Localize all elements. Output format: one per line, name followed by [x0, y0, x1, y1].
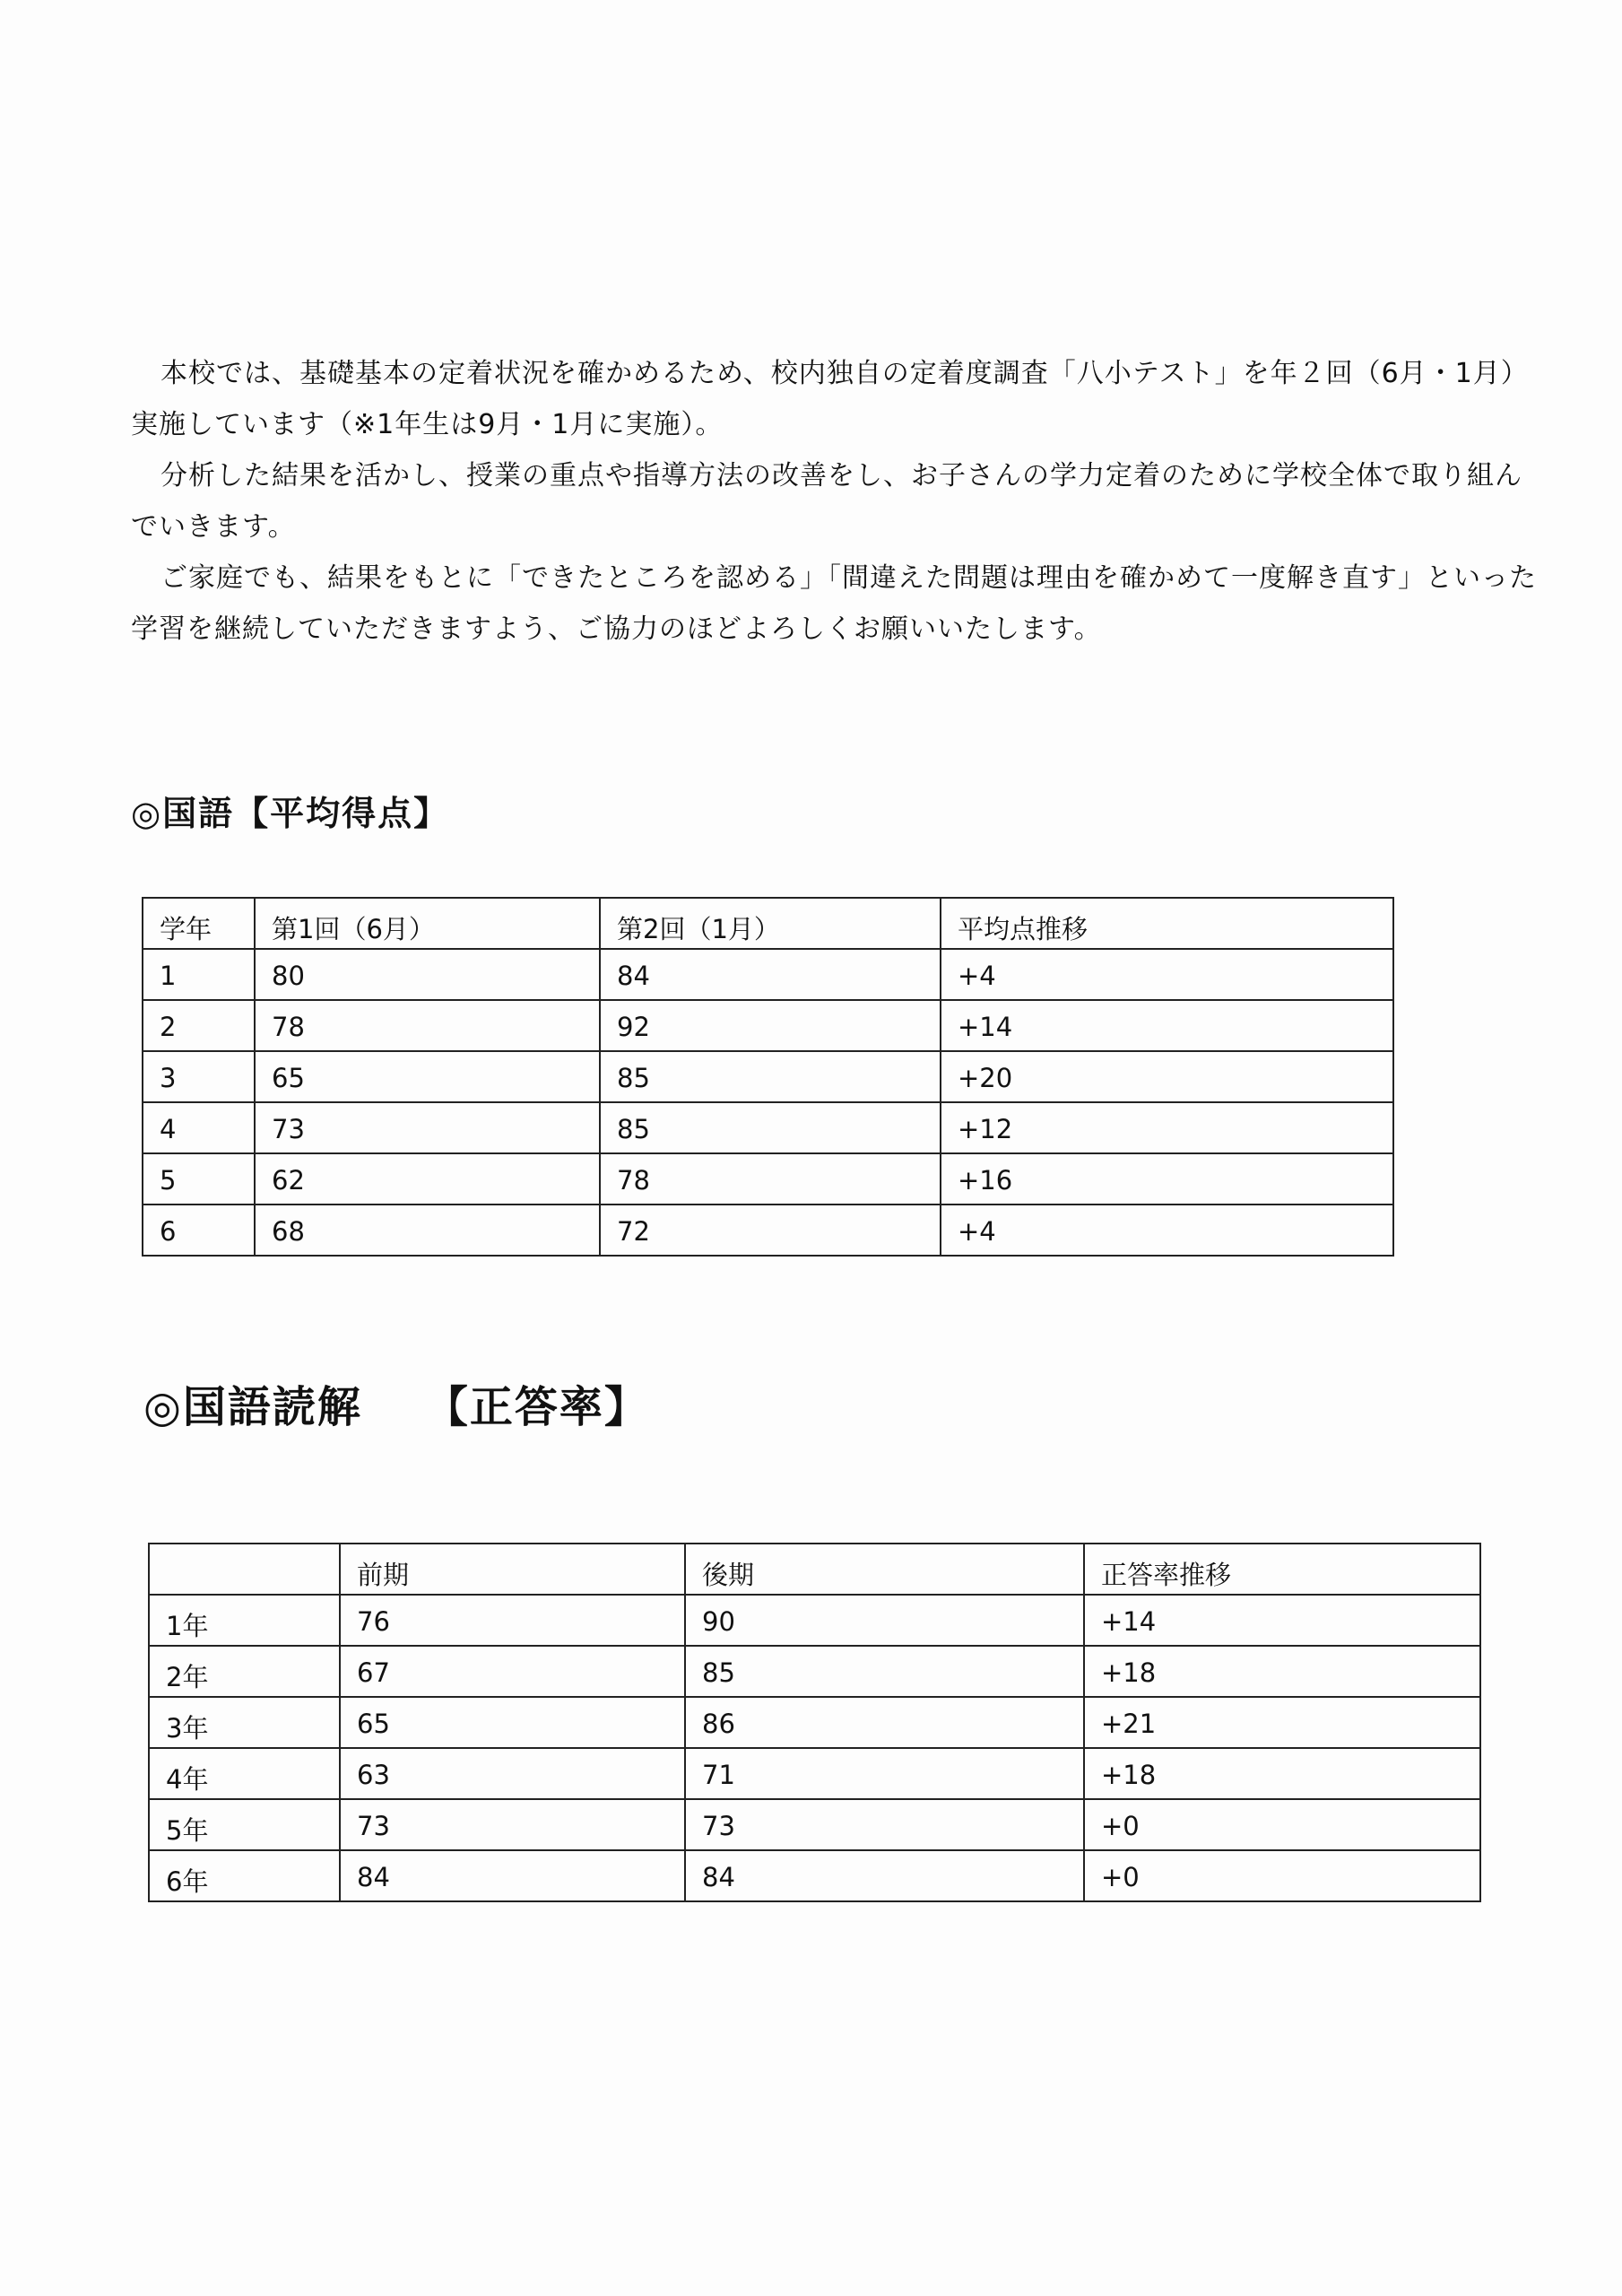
- section2-title-main: ◎国語読解: [143, 1382, 362, 1432]
- table-header-row: [143, 898, 1393, 949]
- grade-cell: 4年: [149, 1748, 340, 1799]
- change-cell: +18: [1084, 1646, 1480, 1697]
- table-row: [143, 1000, 1393, 1051]
- second-term-cell: 86: [685, 1697, 1084, 1748]
- grade-cell: 5: [143, 1153, 255, 1205]
- second-term-cell: 84: [685, 1850, 1084, 1901]
- table-row: [143, 1102, 1393, 1153]
- first-term-cell: 65: [340, 1697, 685, 1748]
- grade-cell: 2年: [149, 1646, 340, 1697]
- change-cell: +14: [1084, 1595, 1480, 1646]
- average-score-table: [142, 897, 1394, 1257]
- change-cell: +18: [1084, 1748, 1480, 1799]
- table-row: [143, 1205, 1393, 1256]
- table-row: [149, 1799, 1480, 1850]
- table-row: [143, 1153, 1393, 1205]
- header-cell: 学年: [143, 898, 255, 949]
- section2-title-sub: 【正答率】: [424, 1382, 649, 1432]
- second-score-cell: 85: [600, 1102, 941, 1153]
- change-cell: +12: [941, 1102, 1393, 1153]
- second-score-cell: 85: [600, 1051, 941, 1102]
- header-cell: 正答率推移: [1084, 1544, 1480, 1595]
- first-score-cell: 80: [255, 949, 600, 1000]
- first-score-cell: 65: [255, 1051, 600, 1102]
- table-header-row: [149, 1544, 1480, 1595]
- change-cell: +16: [941, 1153, 1393, 1205]
- header-cell: 第2回（1月）: [600, 898, 941, 949]
- table-row: [149, 1646, 1480, 1697]
- first-score-cell: 73: [255, 1102, 600, 1153]
- header-cell: [149, 1544, 340, 1595]
- intro-line: でいきます。: [131, 511, 296, 543]
- grade-cell: 3: [143, 1051, 255, 1102]
- change-cell: +4: [941, 1205, 1393, 1256]
- header-cell: 後期: [685, 1544, 1084, 1595]
- first-term-cell: 84: [340, 1850, 685, 1901]
- change-cell: +21: [1084, 1697, 1480, 1748]
- grade-cell: 3年: [149, 1697, 340, 1748]
- grade-cell: 4: [143, 1102, 255, 1153]
- change-cell: +0: [1084, 1850, 1480, 1901]
- reading-accuracy-table: [148, 1543, 1481, 1902]
- second-term-cell: 85: [685, 1646, 1084, 1697]
- table-row: [143, 1051, 1393, 1102]
- change-cell: +4: [941, 949, 1393, 1000]
- first-term-cell: 63: [340, 1748, 685, 1799]
- intro-line: 本校では、基礎基本の定着状況を確かめるため、校内独自の定着度調査「八小テスト」を年２回（6月・1月）: [160, 358, 1529, 389]
- header-cell: 平均点推移: [941, 898, 1393, 949]
- grade-cell: 1年: [149, 1595, 340, 1646]
- grade-cell: 5年: [149, 1799, 340, 1850]
- first-term-cell: 67: [340, 1646, 685, 1697]
- second-term-cell: 73: [685, 1799, 1084, 1850]
- section1-title: ◎国語【平均得点】: [131, 794, 450, 833]
- section2-title: [143, 1372, 649, 1434]
- first-term-cell: 76: [340, 1595, 685, 1646]
- grade-cell: 6: [143, 1205, 255, 1256]
- table-row: [149, 1748, 1480, 1799]
- change-cell: +20: [941, 1051, 1393, 1102]
- grade-cell: 2: [143, 1000, 255, 1051]
- header-cell: 第1回（6月）: [255, 898, 600, 949]
- first-term-cell: 73: [340, 1799, 685, 1850]
- table-row: [143, 949, 1393, 1000]
- second-term-cell: 90: [685, 1595, 1084, 1646]
- grade-cell: 6年: [149, 1850, 340, 1901]
- change-cell: +0: [1084, 1799, 1480, 1850]
- intro-line: 実施しています（※1年生は9月・1月に実施）。: [131, 409, 724, 440]
- second-score-cell: 78: [600, 1153, 941, 1205]
- header-cell: 前期: [340, 1544, 685, 1595]
- intro-line: 分析した結果を活かし、授業の重点や指導方法の改善をし、お子さんの学力定着のために学校全体で取り組ん: [160, 460, 1522, 491]
- first-score-cell: 62: [255, 1153, 600, 1205]
- grade-cell: 1: [143, 949, 255, 1000]
- table-row: [149, 1595, 1480, 1646]
- table-row: [149, 1850, 1480, 1901]
- first-score-cell: 68: [255, 1205, 600, 1256]
- second-term-cell: 71: [685, 1748, 1084, 1799]
- intro-line: ご家庭でも、結果をもとに「できたところを認める」「間違えた問題は理由を確かめて一度解き直す」といった: [160, 562, 1537, 594]
- table-row: [149, 1697, 1480, 1748]
- second-score-cell: 92: [600, 1000, 941, 1051]
- second-score-cell: 72: [600, 1205, 941, 1256]
- change-cell: +14: [941, 1000, 1393, 1051]
- first-score-cell: 78: [255, 1000, 600, 1051]
- intro-line: 学習を継続していただきますよう、ご協力のほどよろしくお願いいたします。: [131, 613, 1102, 645]
- second-score-cell: 84: [600, 949, 941, 1000]
- intro-text: [131, 348, 1566, 655]
